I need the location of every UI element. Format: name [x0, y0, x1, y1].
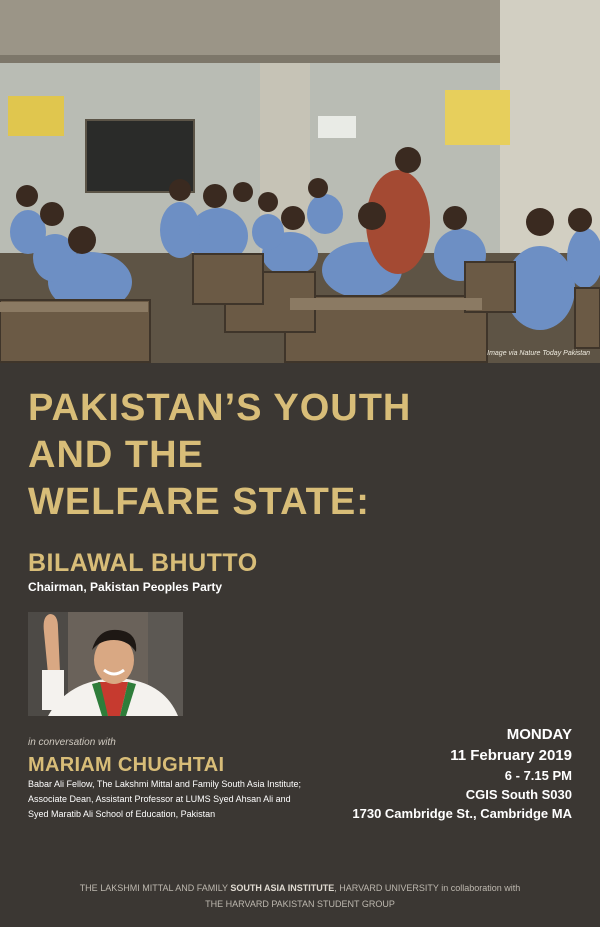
event-details	[352, 725, 572, 823]
wall-poster	[8, 96, 64, 136]
event-date: 11 February 2019	[450, 747, 572, 764]
footer-line-1	[0, 880, 600, 896]
event-room: CGIS South S030	[465, 787, 572, 802]
footer-line-2: THE HARVARD PAKISTAN STUDENT GROUP	[205, 899, 395, 909]
moderator-description	[28, 777, 328, 822]
moderator-desc-line-3: Syed Maratib Ali School of Education, Pakistan	[28, 809, 216, 819]
footer-org-suffix: , HARVARD UNIVERSITY in collaboration with	[334, 883, 521, 893]
event-address: 1730 Cambridge St., Cambridge MA	[352, 806, 572, 821]
classroom-illustration	[0, 0, 600, 363]
speaker-portrait	[28, 612, 183, 716]
speaker-role: Chairman, Pakistan Peoples Party	[28, 580, 223, 594]
photo-credit: Image via Nature Today Pakistan	[487, 350, 590, 357]
moderator-desc-line-1: Babar Ali Fellow, The Lakshmi Mittal and Family South Asia Institute;	[28, 779, 301, 789]
conversation-intro: in conversation with	[28, 737, 116, 748]
wall-poster	[445, 90, 510, 145]
title-line-2: AND THE	[28, 434, 204, 476]
moderator-desc-line-2: Associate Dean, Assistant Professor at LUMS Syed Ahsan Ali and	[28, 794, 291, 804]
event-title	[28, 385, 588, 526]
portrait-illustration	[28, 612, 183, 716]
footer-institute: SOUTH ASIA INSTITUTE	[230, 883, 335, 893]
speaker-name: BILAWAL BHUTTO	[28, 549, 258, 577]
title-line-3: WELFARE STATE:	[28, 481, 370, 523]
footer	[0, 880, 600, 912]
footer-org-prefix: THE LAKSHMI MITTAL AND FAMILY	[79, 883, 231, 893]
moderator-name: MARIAM CHUGHTAI	[28, 754, 225, 776]
classroom-photo	[0, 0, 600, 363]
event-day: MONDAY	[506, 726, 572, 743]
event-time: 6 - 7.15 PM	[504, 768, 572, 783]
title-line-1: PAKISTAN’S YOUTH	[28, 387, 412, 429]
